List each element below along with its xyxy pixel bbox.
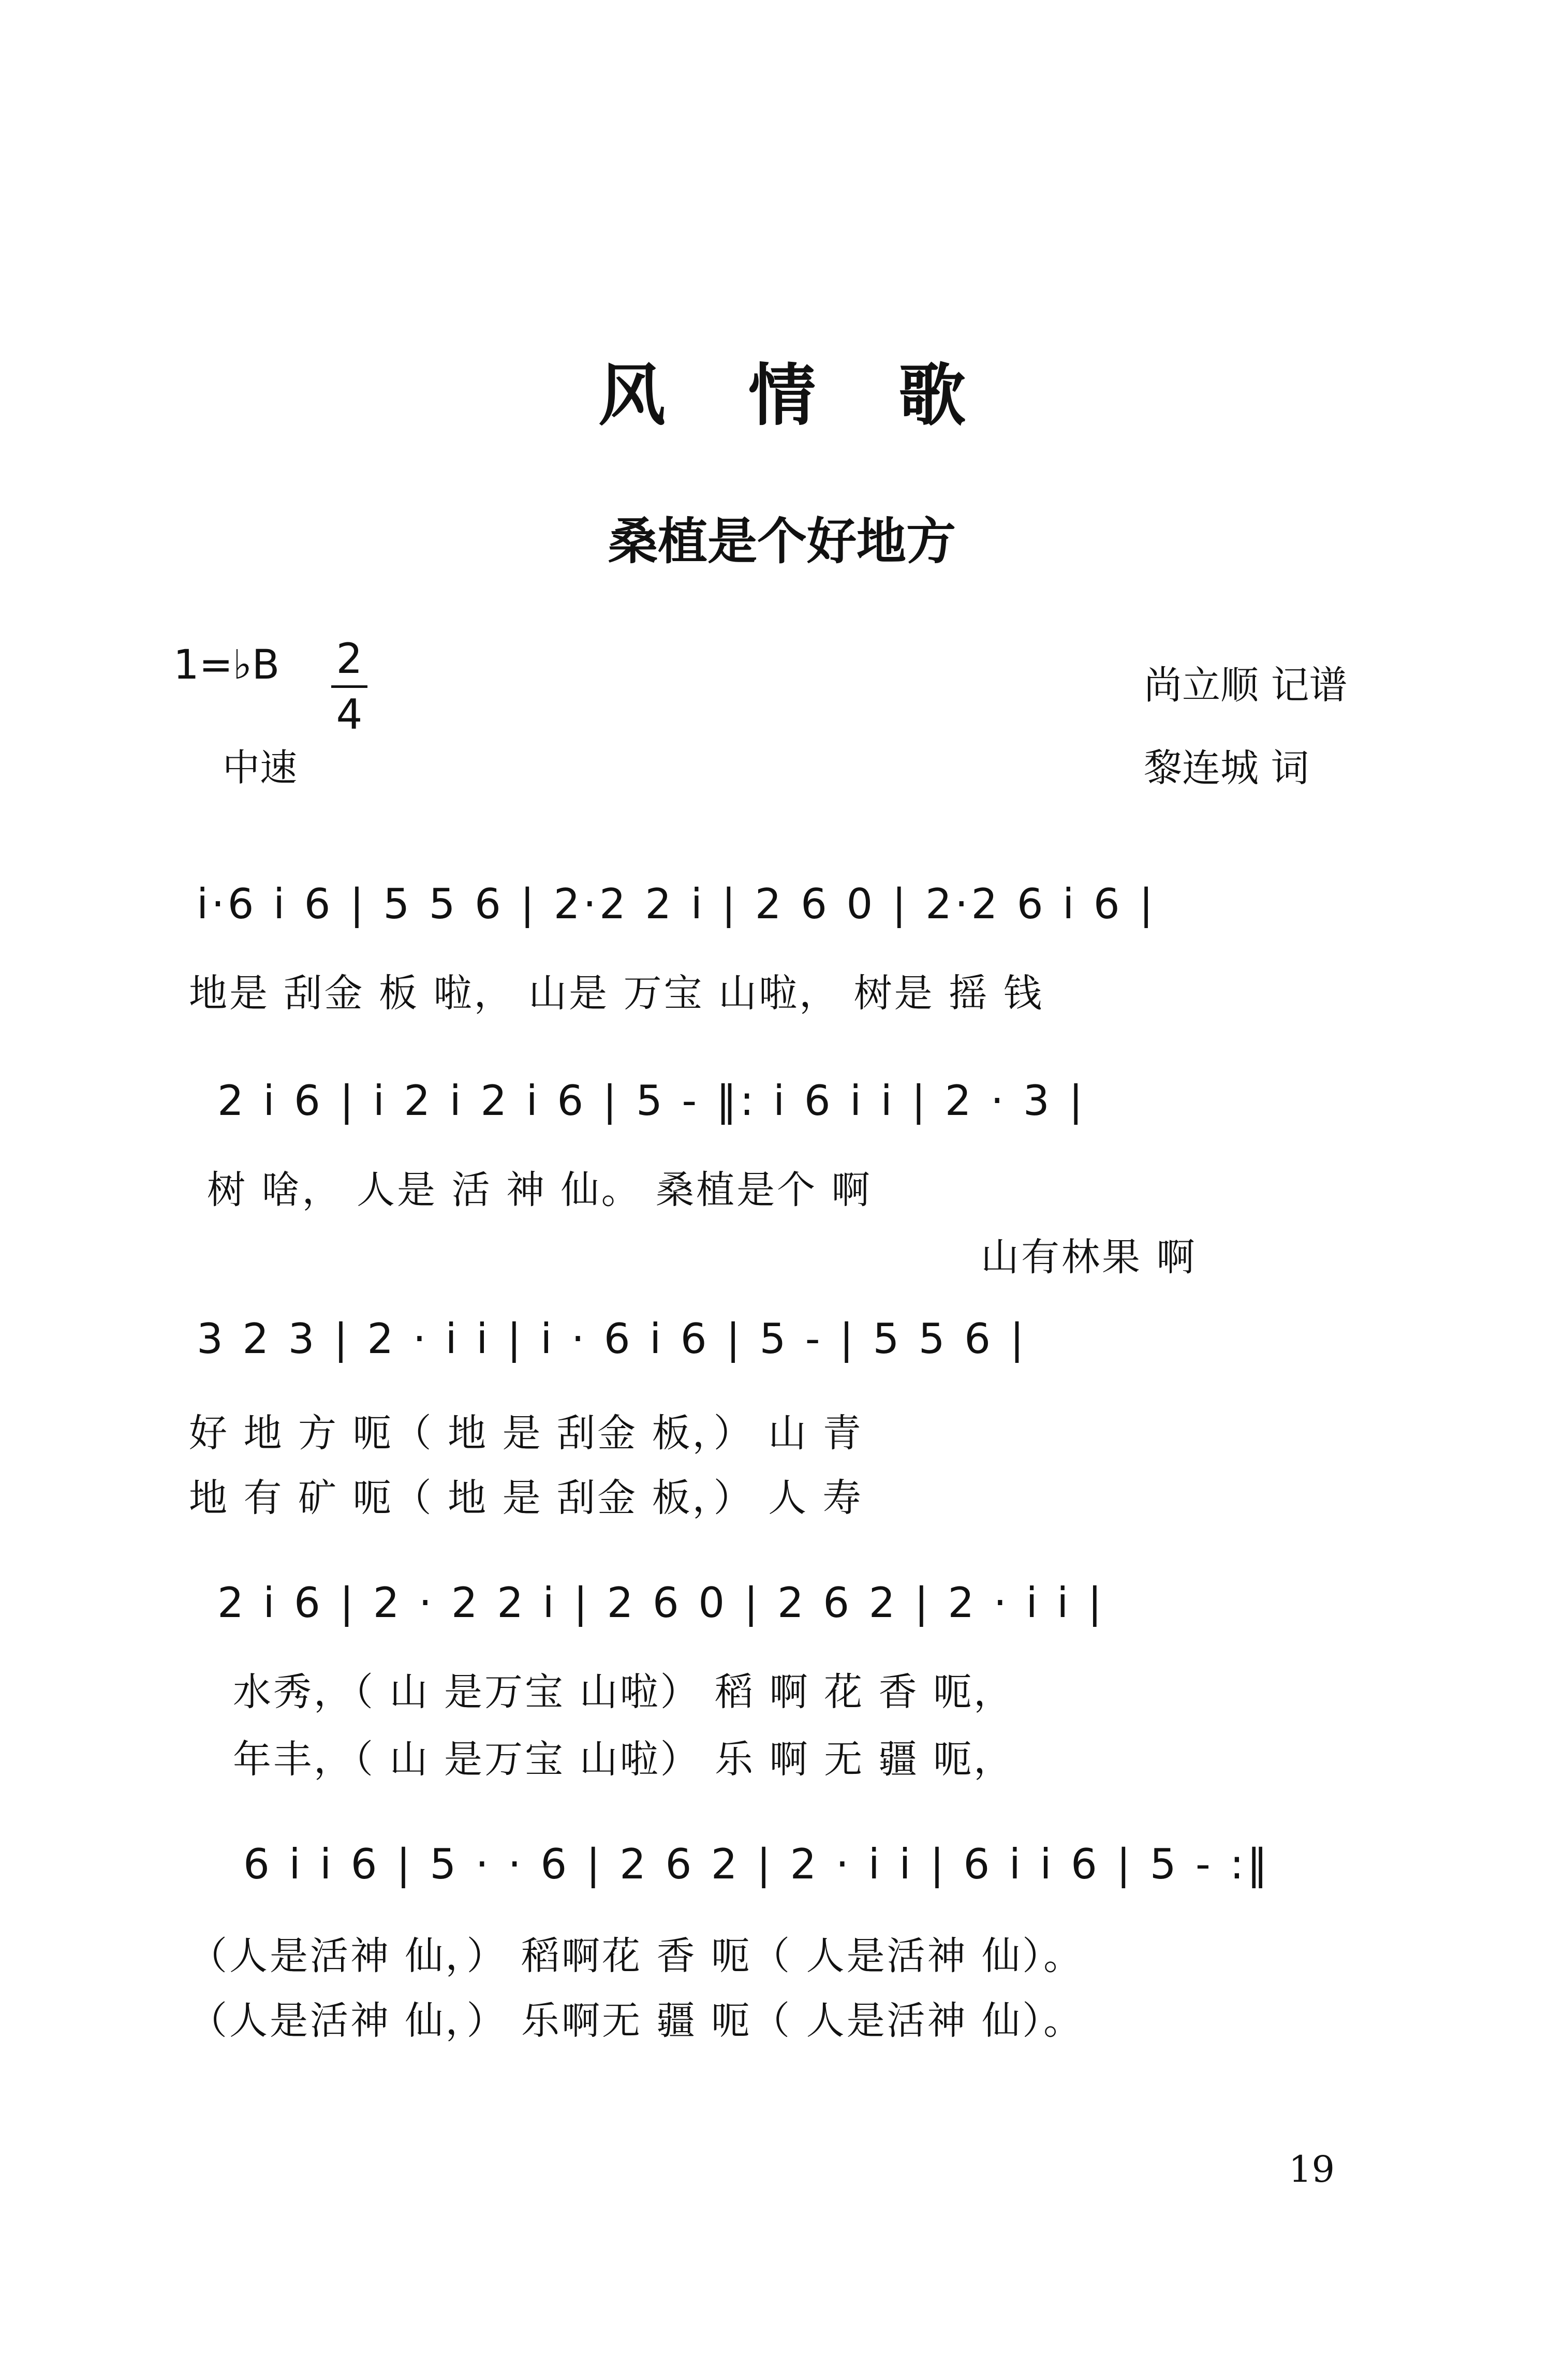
page-number: 19: [1289, 2148, 1335, 2191]
time-signature: [331, 634, 367, 739]
time-signature-bottom: 4: [336, 691, 363, 739]
lyrics-line-1-verse-1: 地是 刮金 板 啦， 山是 万宝 山啦， 树是 摇 钱: [189, 971, 1044, 1016]
time-signature-top: 2: [336, 635, 363, 683]
notation-line-4: 2 i 6 | 2 · 2 2 i | 2 6 0 | 2 6 2 | 2 · i i |: [217, 1579, 1105, 1627]
section-title: 风情歌: [598, 356, 1049, 435]
lyrics-line-4-verse-2: 年丰，（ 山 是万宝 山啦） 乐 啊 无 疆 呃，: [233, 1737, 1014, 1782]
lyrics-line-5-verse-1: （人是活神 仙，） 稻啊花 香 呃（ 人是活神 仙）。: [189, 1934, 1084, 1978]
lyrics-line-3-verse-2: 地 有 矿 呃（ 地 是 刮金 板，） 人 寿: [189, 1476, 863, 1520]
lyrics-line-4-verse-1: 水秀，（ 山 是万宝 山啦） 稻 啊 花 香 呃，: [233, 1670, 1014, 1714]
song-title: 桑植是个好地方: [608, 512, 956, 570]
tempo-marking: 中速: [223, 746, 298, 789]
notation-line-2: 2 i 6 | i 2 i 2 i 6 | 5 - ‖: i 6 i i | 2 · 3 |: [217, 1077, 1086, 1125]
lyrics-line-5-verse-2: （人是活神 仙，） 乐啊无 疆 呃（ 人是活神 仙）。: [189, 1999, 1084, 2043]
lyrics-line-3-verse-1: 好 地 方 呃（ 地 是 刮金 板，） 山 青: [189, 1411, 863, 1456]
lyrics-line-2-verse-2: 山有林果 啊: [981, 1235, 1197, 1280]
notation-line-1: i·6 i 6 | 5 5 6 | 2·2 2 i | 2 6 0 | 2·2 6 i 6 |: [197, 880, 1157, 928]
lyrics-credit: 黎连城 词: [1144, 746, 1309, 790]
key-signature: 1=♭B: [173, 642, 280, 688]
notation-line-3: 3 2 3 | 2 · i i | i · 6 i 6 | 5 - | 5 5 6 |: [197, 1315, 1027, 1363]
notation-line-5: 6 i i 6 | 5 · · 6 | 2 6 2 | 2 · i i | 6 i i 6 | 5 - :‖: [243, 1840, 1271, 1888]
lyrics-line-2-verse-1: 树 啥， 人是 活 神 仙。 桑植是个 啊: [207, 1168, 872, 1212]
notation-credit: 尚立顺 记谱: [1144, 663, 1348, 708]
